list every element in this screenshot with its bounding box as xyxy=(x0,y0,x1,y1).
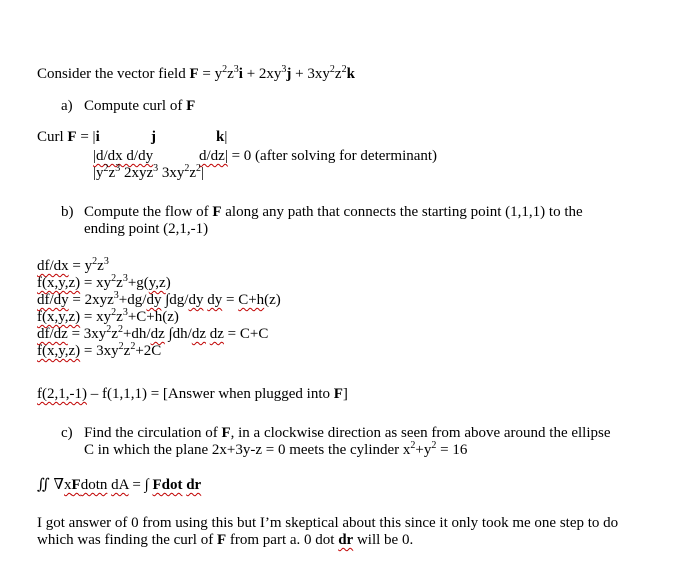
curl-line-2-dz: d/dz| = 0 (after solving for determinant) xyxy=(199,148,438,164)
intro-line: Consider the vector field $F = y^2z^3i + 2xy^3j + 3xy^2z^2k$ xyxy=(37,64,355,82)
work-b-line-3: df/dy = 2xyz$^3$+dg/dy ∫dg/dy dy = C+h(z) xyxy=(37,290,281,308)
part-b-label: b) xyxy=(61,204,74,220)
curl-line-2: |d/dx d/dy xyxy=(93,148,154,164)
work-b-line-2: $f(x,y,z) = xy^2z^3+g(y,z)$ xyxy=(37,273,171,291)
part-a-text: Compute curl of F xyxy=(84,98,196,114)
curl-k: k| xyxy=(216,129,228,145)
work-b-line-4: $f(x,y,z) = xy^2z^3+C+h(z)$ xyxy=(37,307,179,325)
work-b-line-1: $df/dx = y^2z^3$ xyxy=(37,256,109,274)
closing-line-1: I got answer of 0 from using this but I’m skeptical about this since it only took me one step to do xyxy=(37,515,619,531)
stokes-line: ∬ ∇xFdotn dA = ∫ Fdot dr xyxy=(37,477,202,493)
curl-line-1: Curl F = |i xyxy=(37,129,100,145)
answer-line: f(2,1,-1) – f(1,1,1) = [Answer when plugged into F] xyxy=(37,386,348,402)
closing-line-2: which was finding the curl of F from part a. 0 dot dr will be 0. xyxy=(37,532,414,548)
work-b-line-6: $f(x,y,z) = 3xy^2z^2+2C$ xyxy=(37,341,162,359)
part-b-line-1: Compute the flow of F along any path that connects the starting point (1,1,1) to the xyxy=(84,204,583,220)
part-c-line-2: C in which the plane 2x+3y-z = 0 meets the cylinder $x^2+y^2 = 16$ xyxy=(84,440,468,458)
work-b-line-5: $df/dz = 3xy^2z^2+dh/dz$ ∫dh/dz dz = C+C xyxy=(37,324,269,342)
part-c-line-1: Find the circulation of F, in a clockwise direction as seen from above around the ellipse xyxy=(84,425,611,441)
curl-line-3: $|y^2z^3$ 2xyz$^3$ $3xy^2z^2|$ xyxy=(93,163,205,181)
part-a-label: a) xyxy=(61,98,73,114)
curl-j: j xyxy=(151,129,156,145)
part-b-line-2: ending point (2,1,-1) xyxy=(84,221,209,237)
part-c-label: c) xyxy=(61,425,73,441)
